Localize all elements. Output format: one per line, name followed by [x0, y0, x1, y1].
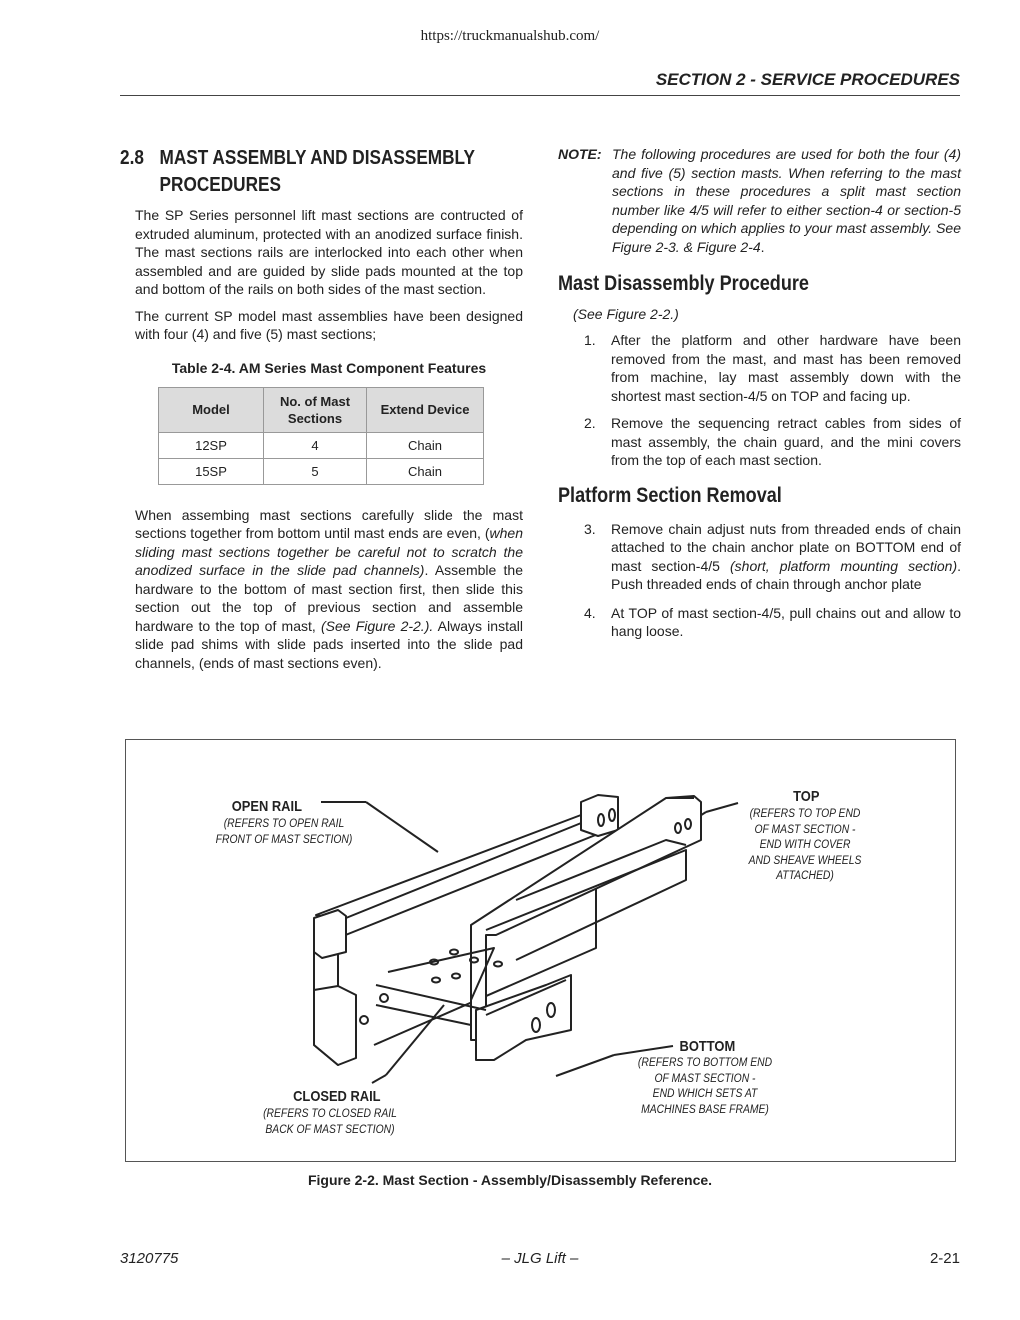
assembly-text-1: When assembing mast sections carefully slide the mast sections together from bottom until mast ends are even, (	[135, 506, 523, 541]
step-item	[558, 604, 961, 641]
step-number: 2.	[584, 415, 596, 431]
disassembly-heading: Mast Disassembly Procedure	[558, 272, 809, 295]
assembly-paragraph	[120, 506, 523, 673]
intro-paragraph: The SP Series personnel lift mast sections are contructed of extruded aluminum, protected with an anodized surface finish. The mast sections rails are interlocked into each other when assembled and are guided by slide pads mounted at the top and bottom of the rails on both sides of the mast section.	[135, 207, 523, 297]
footer-center: – JLG Lift –	[501, 1250, 579, 1267]
assembly-text-2: . Assemble the hardware to the bottom of mast section first, then slide this section out the top of previous section and assemble hardware to the top of mast,	[135, 562, 523, 634]
top-desc-line: AND SHEAVE WHEELS	[748, 854, 862, 867]
note-text-main: The following procedures are used for both the four (4) and five (5) section masts. When referring to the mast sections in these procedures a split mast section number like 4/5 will refer to either section-4 or section-5 depending on which applies to your mast assembly. See Figure 2-3. & Figure 2-4	[612, 146, 961, 255]
closed-rail-description	[258, 1107, 402, 1138]
section-number: 2.8	[120, 147, 144, 169]
col-header-extend-device: Extend Device	[367, 387, 484, 432]
cell-model: 15SP	[159, 458, 264, 484]
step-text: Remove the sequencing retract cables from sides of mast assembly, the chain guard, and the mini covers from the top of each mast section.	[611, 415, 961, 468]
table-header-row	[159, 387, 484, 432]
note-label: NOTE:	[558, 146, 602, 162]
step3-italic: (short, platform mounting section)	[730, 557, 958, 574]
table-caption: Table 2-4. AM Series Mast Component Features	[171, 359, 487, 376]
bottom-label: BOTTOM	[679, 1038, 736, 1055]
document-number: 3120775	[120, 1250, 179, 1267]
top-description	[739, 807, 870, 885]
cell-sections: 4	[264, 432, 367, 458]
step-item	[558, 414, 961, 470]
bottom-desc-line: (REFERS TO BOTTOM END	[637, 1057, 773, 1069]
step-text	[611, 520, 961, 594]
mast-features-table	[158, 387, 484, 485]
source-url[interactable]: https://truckmanualshub.com/	[420, 28, 600, 44]
step-item	[558, 331, 961, 405]
step-item	[558, 520, 961, 594]
section-header: SECTION 2 - SERVICE PROCEDURES	[655, 70, 960, 89]
open-rail-desc-line: (REFERS TO OPEN RAIL	[223, 818, 345, 830]
page-number: 2-21	[929, 1250, 960, 1267]
left-column	[120, 145, 523, 672]
col-header-model: Model	[159, 387, 264, 432]
header-rule	[120, 95, 960, 96]
step-text: After the platform and other hardware have been removed from the mast, and mast has been removed from machine, lay mast assembly down with the shortest mast section-4/5 on TOP and facing up.	[611, 332, 961, 404]
bottom-description	[629, 1056, 780, 1118]
figure-caption: Figure 2-2. Mast Section - Assembly/Disassembly Reference.	[307, 1172, 713, 1188]
col-header-sections: No. of Mast Sections	[264, 387, 367, 432]
cell-model: 12SP	[159, 432, 264, 458]
open-rail-desc-line: FRONT OF MAST SECTION)	[215, 833, 353, 846]
figure-box	[125, 739, 956, 1162]
assembly-figure-ref: (See Figure 2-2.).	[320, 617, 434, 634]
top-desc-line: (REFERS TO TOP END	[749, 808, 861, 820]
step-number: 1.	[584, 332, 596, 348]
cell-extend-device: Chain	[367, 432, 484, 458]
note-text-end: .	[760, 238, 765, 255]
closed-rail-label: CLOSED RAIL	[293, 1088, 381, 1105]
platform-heading: Platform Section Removal	[558, 483, 782, 507]
open-rail-label: OPEN RAIL	[231, 798, 302, 815]
bottom-desc-line: OF MAST SECTION -	[654, 1072, 756, 1085]
figure-reference: (See Figure 2-2.)	[573, 306, 679, 322]
section-title: MAST ASSEMBLY AND DISASSEMBLY PROCEDURES	[159, 147, 475, 196]
top-desc-line: OF MAST SECTION -	[754, 823, 856, 836]
step3-text-2: . Push threaded ends of chain through anchor plate	[611, 557, 962, 592]
table-row	[159, 458, 484, 484]
note-block	[558, 145, 961, 256]
step-text: At TOP of mast section-4/5, pull chains out and allow to hang loose.	[611, 604, 961, 639]
step-number: 4.	[584, 604, 596, 621]
right-column	[558, 145, 961, 641]
step-number: 3.	[584, 520, 596, 537]
top-label: TOP	[793, 788, 820, 805]
cell-extend-device: Chain	[367, 458, 484, 484]
bottom-desc-line: END WHICH SETS AT	[652, 1088, 758, 1100]
note-text	[612, 145, 961, 256]
top-desc-line: ATTACHED)	[776, 870, 834, 882]
bottom-desc-line: MACHINES BASE FRAME)	[641, 1103, 769, 1116]
cell-sections: 5	[264, 458, 367, 484]
section-heading	[120, 145, 524, 199]
open-rail-description	[212, 817, 356, 848]
closed-rail-desc-line: (REFERS TO CLOSED RAIL	[263, 1108, 397, 1120]
design-paragraph: The current SP model mast assemblies have been designed with four (4) and five (5) mast sections;	[135, 307, 523, 342]
top-desc-line: END WITH COVER	[759, 839, 851, 851]
closed-rail-desc-line: BACK OF MAST SECTION)	[265, 1123, 395, 1136]
step3-text-1: Remove chain adjust nuts from threaded ends of chain attached to the chain anchor plate on BOTTOM end of mast section-4/5	[611, 520, 961, 574]
assembly-caution-text: when sliding mast sections together be careful not to scratch the anodized surface in the slide pad channels)	[135, 525, 523, 578]
table-row	[159, 432, 484, 458]
assembly-text-3: Always install slide pad shims with slide pads inserted into the slide pad channels, (ends of mast sections even).	[135, 617, 523, 671]
